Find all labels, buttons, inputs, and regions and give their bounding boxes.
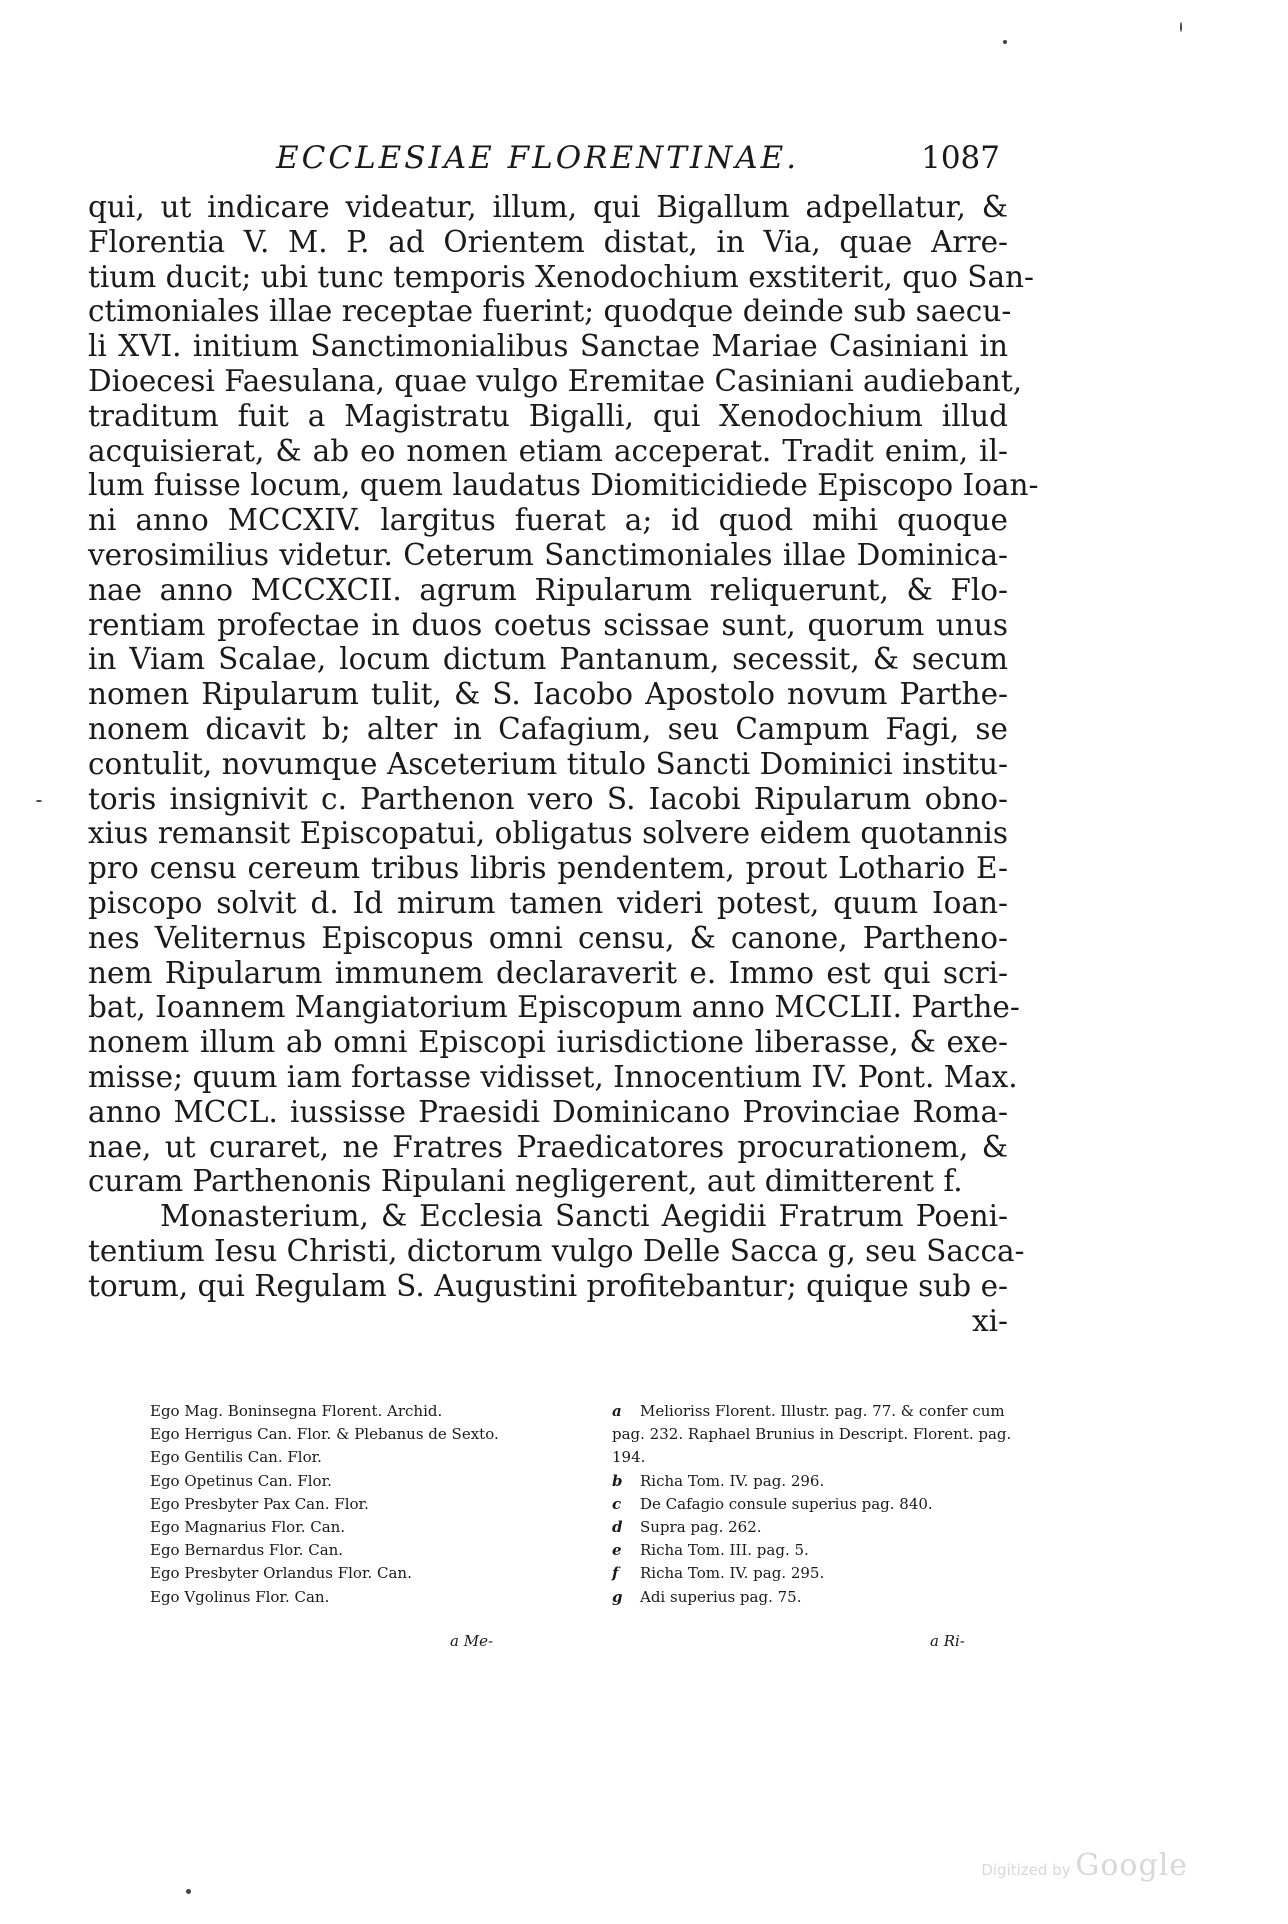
text-line: li XVI. initium Sanctimonialibus Sanctae Mariae Casiniani in [88, 329, 1008, 364]
text-line: ni anno MCCXIV. largitus fuerat a; id quod mihi quoque [88, 503, 1008, 538]
text-line: curam Parthenonis Ripulani negligerent, aut dimitterent f. [88, 1164, 963, 1199]
text-line: rentiam profectae in duos coetus scissae sunt, quorum unus [88, 607, 1008, 642]
footnote-text: Melioriss Florent. Illustr. pag. 77. & confer cum pag. 232. Raphael Brunius in Descript. Florent. pag. 194. [612, 1402, 1012, 1467]
text-line: nae anno MCCXCII. agrum Ripularum reliquerunt, & Flo- [88, 572, 1008, 607]
text-line: in Viam Scalae, locum dictum Pantanum, secessit, & secum [88, 642, 1008, 677]
scan-speck [1180, 22, 1182, 32]
scan-speck [1003, 40, 1007, 44]
text-line: lum fuisse locum, quem laudatus Diomiticidiede Episcopo Ioan- [88, 468, 1039, 503]
footnote-text: Richa Tom. III. pag. 5. [640, 1541, 809, 1560]
text-line: tium ducit; ubi tunc temporis Xenodochium exstiterit, quo San- [88, 259, 1035, 294]
footnote-mark: g [612, 1587, 623, 1606]
footnote-mark: b [612, 1471, 623, 1490]
main-text [88, 190, 1039, 1338]
watermark-brand: Google [1075, 1848, 1188, 1883]
signature-line: Ego Presbyter Pax Can. Flor. [150, 1494, 369, 1513]
text-line: Florentia V. M. P. ad Orientem distat, in Via, quae Arre- [88, 224, 1008, 259]
signature-line: Ego Vgolinus Flor. Can. [150, 1587, 330, 1606]
text-line: nae, ut curaret, ne Fratres Praedicatores procurationem, & [88, 1129, 1008, 1164]
running-title: ECCLESIAE FLORENTINAE. [276, 140, 800, 176]
text-line: contulit, novumque Asceterium titulo Sancti Dominici institu- [88, 746, 1008, 781]
paragraph-start-line: Monasterium, & Ecclesia Sancti Aegidii Fratrum Poeni- [160, 1199, 1008, 1234]
footnote [612, 1562, 1022, 1585]
footnote [612, 1400, 1022, 1470]
text-line: misse; quum iam fortasse vidisset, Innocentium IV. Pont. Max. [88, 1059, 1018, 1094]
footnote-text: Richa Tom. IV. pag. 296. [640, 1471, 825, 1490]
footnote-mark: a [612, 1402, 622, 1420]
signature-line: Ego Gentilis Can. Flor. [150, 1448, 322, 1467]
signature-line: Ego Mag. Boninsegna Florent. Archid. [150, 1402, 443, 1420]
text-line: pro censu cereum tribus libris pendentem, prout Lothario E- [88, 851, 1008, 886]
watermark-prefix: Digitized by [981, 1861, 1071, 1879]
text-line: qui, ut indicare videatur, illum, qui Bigallum adpellatur, & [88, 190, 1008, 224]
text-line: nem Ripularum immunem declaraverit e. Immo est qui scri- [88, 955, 1008, 990]
scan-speck [36, 800, 42, 802]
footnote-text: Supra pag. 262. [640, 1518, 762, 1537]
footnote-text: De Cafagio consule superius pag. 840. [640, 1494, 933, 1513]
text-line: nonem dicavit b; alter in Cafagium, seu Campum Fagi, se [88, 711, 1008, 746]
text-line: piscopo solvit d. Id mirum tamen videri potest, quum Ioan- [88, 885, 1008, 920]
footnote [612, 1493, 1022, 1516]
text-line: traditum fuit a Magistratu Bigalli, qui Xenodochium illud [88, 398, 1008, 433]
footnote [612, 1470, 1022, 1493]
signature-line: Ego Presbyter Orlandus Flor. Can. [150, 1564, 412, 1583]
text-line: nomen Ripularum tulit, & S. Iacobo Apostolo novum Parthe- [88, 677, 1008, 712]
note-list [612, 1400, 1022, 1609]
footnote [612, 1539, 1022, 1562]
text-line: tentium Iesu Christi, dictorum vulgo Delle Sacca g, seu Sacca- [88, 1233, 1025, 1268]
footnote-catchword-left: a Me- [450, 1632, 494, 1650]
text-line: bat, Ioannem Mangiatorium Episcopum anno MCCLII. Parthe- [88, 990, 1020, 1025]
text-line: Dioecesi Faesulana, quae vulgo Eremitae Casiniani audiebant, [88, 363, 1023, 398]
signature-line: Ego Herrigus Can. Flor. & Plebanus de Sexto. [150, 1425, 499, 1444]
text-line: toris insignivit c. Parthenon vero S. Iacobi Ripularum obno- [88, 781, 1008, 816]
scan-speck [186, 1889, 191, 1894]
catchword: xi- [971, 1303, 1008, 1338]
text-line: anno MCCL. iussisse Praesidi Dominicano Provinciae Roma- [88, 1094, 1008, 1129]
text-line: nonem illum ab omni Episcopi iurisdictione liberasse, & exe- [88, 1025, 1008, 1060]
footnote [612, 1586, 1022, 1609]
text-line: torum, qui Regulam S. Augustini profitebantur; quique sub e- [88, 1268, 1008, 1303]
page-number: 1087 [921, 140, 1000, 176]
footnote-catchword-right: a Ri- [930, 1632, 965, 1650]
footnote-mark: e [612, 1541, 622, 1560]
footnote-text: Adi superius pag. 75. [640, 1587, 802, 1606]
running-header [200, 140, 1000, 180]
text-line: acquisierat, & ab eo nomen etiam acceperat. Tradit enim, il- [88, 433, 1008, 468]
signature-list [150, 1400, 560, 1609]
footnote-mark: d [612, 1518, 623, 1537]
signature-line: Ego Opetinus Can. Flor. [150, 1471, 332, 1490]
signature-line: Ego Bernardus Flor. Can. [150, 1541, 344, 1560]
footnote-mark: f [612, 1564, 619, 1583]
text-line: xius remansit Episcopatui, obligatus solvere eidem quotannis [88, 816, 1008, 851]
digitization-watermark [981, 1848, 1188, 1883]
signature-line: Ego Magnarius Flor. Can. [150, 1518, 346, 1537]
footnote [612, 1516, 1022, 1539]
text-line: ctimoniales illae receptae fuerint; quodque deinde sub saecu- [88, 294, 1012, 329]
text-line: nes Veliternus Episcopus omni censu, & canone, Partheno- [88, 920, 1008, 955]
footnote-text: Richa Tom. IV. pag. 295. [640, 1564, 825, 1583]
footnote-mark: c [612, 1494, 622, 1513]
text-line: verosimilius videtur. Ceterum Sanctimoniales illae Dominica- [88, 537, 1008, 572]
